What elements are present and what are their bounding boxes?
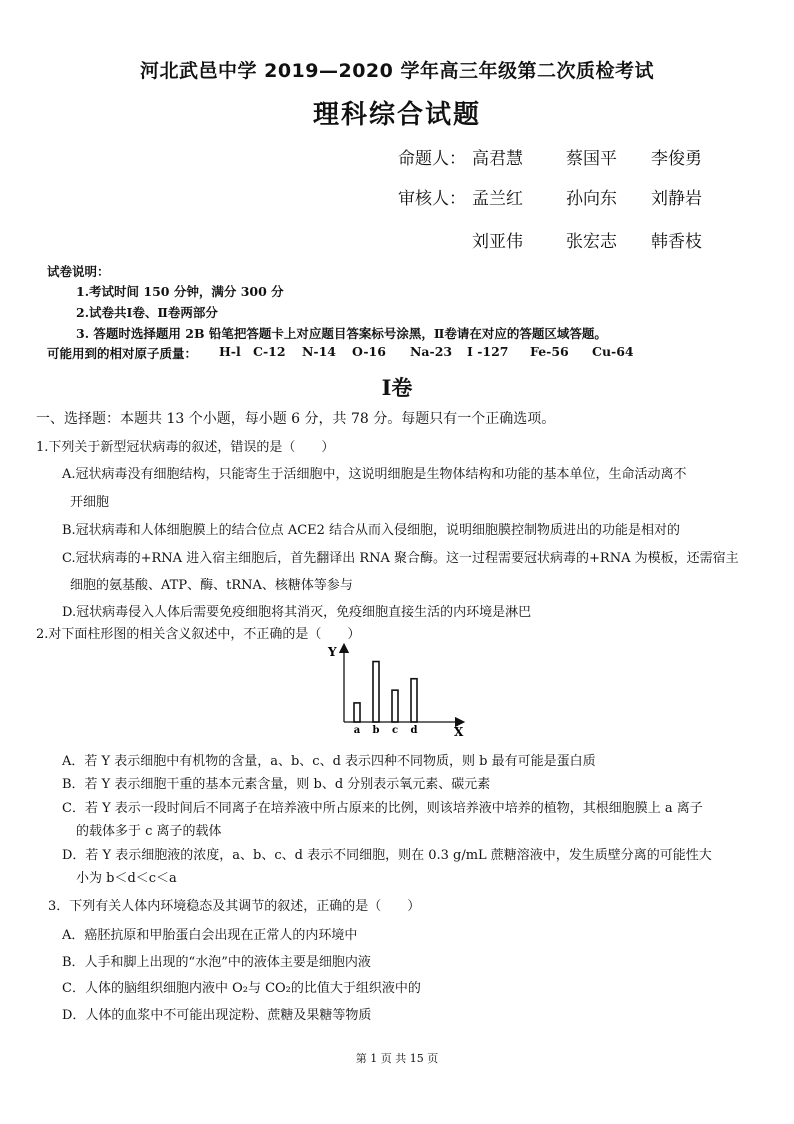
reviewers-label: 审核人： (398, 189, 466, 209)
mass-item: O-16 (352, 344, 386, 359)
mass-item: C-12 (253, 344, 286, 359)
question-option: B．人手和脚上出现的“水泡”中的液体主要是细胞内液 (62, 955, 371, 970)
question-option: 开细胞 (70, 495, 110, 510)
bar-b (373, 662, 379, 722)
exam-subtitle: 理科综合试题 (312, 100, 481, 130)
question-option: A．癌胚抗原和甲胎蛋白会出现在正常人的内环境中 (62, 928, 358, 943)
mass-item: Fe-56 (530, 344, 569, 359)
reviewer-name: 刘亚伟 (472, 232, 523, 252)
question-option: C.冠状病毒的+RNA 进入宿主细胞后，首先翻译出 RNA 聚合酶。这一过程需要冠状病毒的+RNA 为模板，还需宿主 (62, 551, 739, 566)
question-option: A.冠状病毒没有细胞结构，只能寄生于活细胞中，这说明细胞是生物体结构和功能的基本单位，生命活动离不 (62, 467, 687, 482)
bar-c (392, 690, 398, 722)
mass-item: H-l (219, 344, 241, 359)
author-name: 高君慧 (472, 149, 523, 169)
reviewers-row-2 (0, 227, 794, 252)
question-option: A．若 Y 表示细胞中有机物的含量，a、b、c、d 表示四种不同物质，则 b 最有可能是蛋白质 (62, 754, 596, 769)
question-option: B．若 Y 表示细胞干重的基本元素含量，则 b、d 分别表示氧元素、碳元素 (62, 777, 491, 792)
x-axis-label: X (454, 725, 464, 739)
question-option: D.冠状病毒侵入人体后需要免疫细胞将其消灭，免疫细胞直接生活的内环境是淋巴 (62, 605, 532, 620)
mass-item: Cu-64 (592, 344, 634, 359)
section-title: Ⅰ卷 (381, 375, 413, 400)
page-footer: 第 1 页 共 15 页 (355, 1052, 439, 1065)
question-option: 小为 b＜d＜c＜a (76, 871, 177, 886)
question-option: C．若 Y 表示一段时间后不同离子在培养液中所占原来的比例，则该培养液中培养的植物，其根细胞膜上 a 离子 (62, 801, 703, 816)
note-item: 2.试卷共Ⅰ卷、Ⅱ卷两部分 (76, 305, 218, 320)
tick-label-b: b (372, 725, 380, 736)
question-option: B.冠状病毒和人体细胞膜上的结合位点 ACE2 结合从而入侵细胞，说明细胞膜控制物质进出的功能是相对的 (62, 523, 681, 538)
note-item: 3. 答题时选择题用 2B 铅笔把答题卡上对应题目答案标号涂黑，Ⅱ卷请在对应的答题区域答题。 (76, 326, 607, 341)
tick-label-a: a (353, 725, 361, 736)
question-option: 细胞的氨基酸、ATP、酶、tRNA、核糖体等参与 (70, 578, 353, 593)
atomic-masses-row (47, 344, 767, 362)
reviewer-name: 张宏志 (566, 232, 617, 252)
author-name: 蔡国平 (566, 149, 617, 169)
note-item: 1.考试时间 150 分钟，满分 300 分 (76, 284, 284, 299)
section-instruction: 一、选择题：本题共 13 个小题，每小题 6 分，共 78 分。每题只有一个正确选项。 (36, 411, 556, 427)
question-stem: 3．下列有关人体内环境稳态及其调节的叙述，正确的是（ ） (48, 899, 421, 914)
exam-title: 河北武邑中学 2019—2020 学年高三年级第二次质检考试 (140, 60, 654, 82)
bar-a (354, 703, 360, 722)
y-axis-label: Y (328, 645, 337, 659)
question-option: D．人体的血浆中不可能出现淀粉、蔗糖及果糖等物质 (62, 1008, 372, 1023)
tick-label-c: c (391, 725, 399, 736)
reviewers-row (0, 184, 794, 209)
masses-label: 可能用到的相对原子质量： (47, 346, 198, 361)
reviewer-name: 刘静岩 (651, 189, 702, 209)
question-stem: 2.对下面柱形图的相关含义叙述中，不正确的是（ ） (36, 627, 361, 642)
mass-item: I -127 (467, 344, 509, 359)
bar-d (411, 679, 417, 722)
reviewer-name: 孙向东 (566, 189, 617, 209)
mass-item: Na-23 (410, 344, 453, 359)
reviewer-name: 韩香枝 (651, 232, 702, 252)
question-stem: 1.下列关于新型冠状病毒的叙述，错误的是（ ） (36, 440, 335, 455)
question-option: C．人体的脑组织细胞内液中 O₂与 CO₂的比值大于组织液中的 (62, 981, 421, 996)
authors-row (0, 144, 794, 169)
authors-label: 命题人： (398, 149, 466, 169)
reviewer-name: 孟兰红 (472, 189, 523, 209)
author-name: 李俊勇 (651, 149, 702, 169)
bar-chart (320, 640, 470, 740)
mass-item: N-14 (302, 344, 337, 359)
question-option: D．若 Y 表示细胞液的浓度，a、b、c、d 表示不同细胞，则在 0.3 g/mL 蔗糖溶液中，发生质壁分离的可能性大 (62, 848, 712, 863)
question-option: 的载体多于 c 离子的载体 (76, 824, 222, 839)
notes-heading: 试卷说明： (47, 264, 110, 279)
tick-label-d: d (410, 725, 418, 736)
